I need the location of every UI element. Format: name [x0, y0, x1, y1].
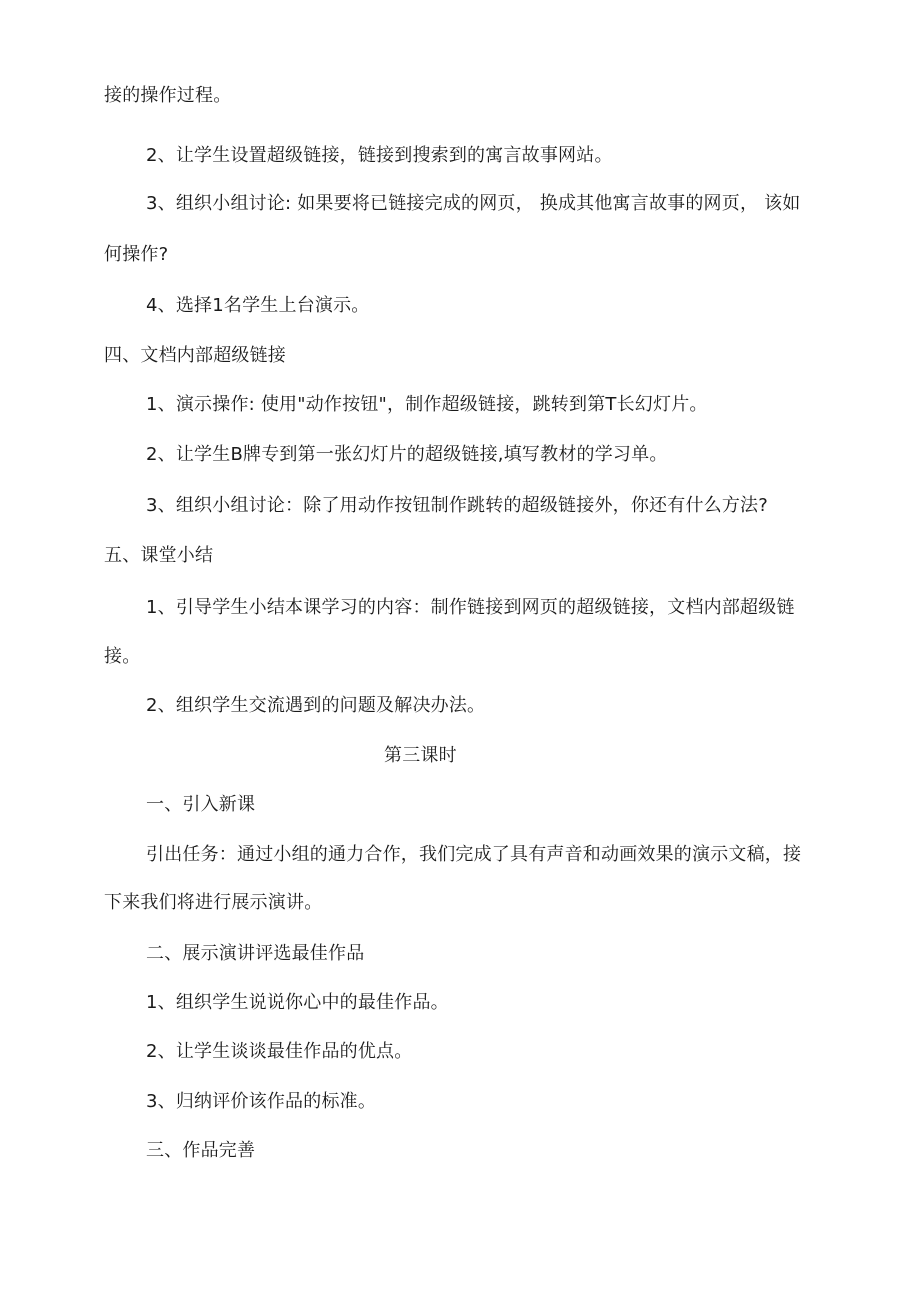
text-line: 3、组织小组讨论：除了用动作按钮制作跳转的超级链接外，你还有什么方法? — [146, 495, 769, 516]
text-line: 接。 — [104, 646, 141, 667]
text-line: 1、演示操作: 使用"动作按钮"，制作超级链接，跳转到第T长幻灯片。 — [146, 394, 708, 415]
section-heading: 二、展示演讲评选最佳作品 — [146, 943, 365, 964]
lesson-title: 第三课时 — [384, 745, 457, 766]
text-line: 3、组织小组讨论: 如果要将已链接完成的网页， 换成其他寓言故事的网页， 该如 — [146, 193, 801, 214]
text-line: 3、归纳评价该作品的标准。 — [146, 1091, 377, 1112]
section-heading: 一、引入新课 — [146, 794, 256, 815]
text-line: 4、选择1名学生上台演示。 — [146, 295, 370, 316]
text-line: 引出任务：通过小组的通力合作，我们完成了具有声音和动画效果的演示文稿，接 — [146, 844, 802, 865]
text-line: 2、让学生谈谈最佳作品的优点。 — [146, 1041, 413, 1062]
text-line: 2、组织学生交流遇到的问题及解决办法。 — [146, 695, 486, 716]
section-heading: 三、作品完善 — [146, 1140, 256, 1161]
text-line: 2、让学生设置超级链接，链接到搜索到的寓言故事网站。 — [146, 145, 613, 166]
section-heading: 四、文档内部超级链接 — [104, 345, 286, 366]
text-line: 何操作? — [104, 244, 169, 265]
text-line: 2、让学生B牌专到第一张幻灯片的超级链接,填写教材的学习单。 — [146, 444, 668, 465]
section-heading: 五、课堂小结 — [104, 545, 214, 566]
text-line: 1、组织学生说说你心中的最佳作品。 — [146, 992, 449, 1013]
text-line: 下来我们将进行展示演讲。 — [104, 892, 323, 913]
text-line: 接的操作过程。 — [104, 85, 232, 106]
text-line: 1、引导学生小结本课学习的内容：制作链接到网页的超级链接，文档内部超级链 — [146, 597, 795, 618]
